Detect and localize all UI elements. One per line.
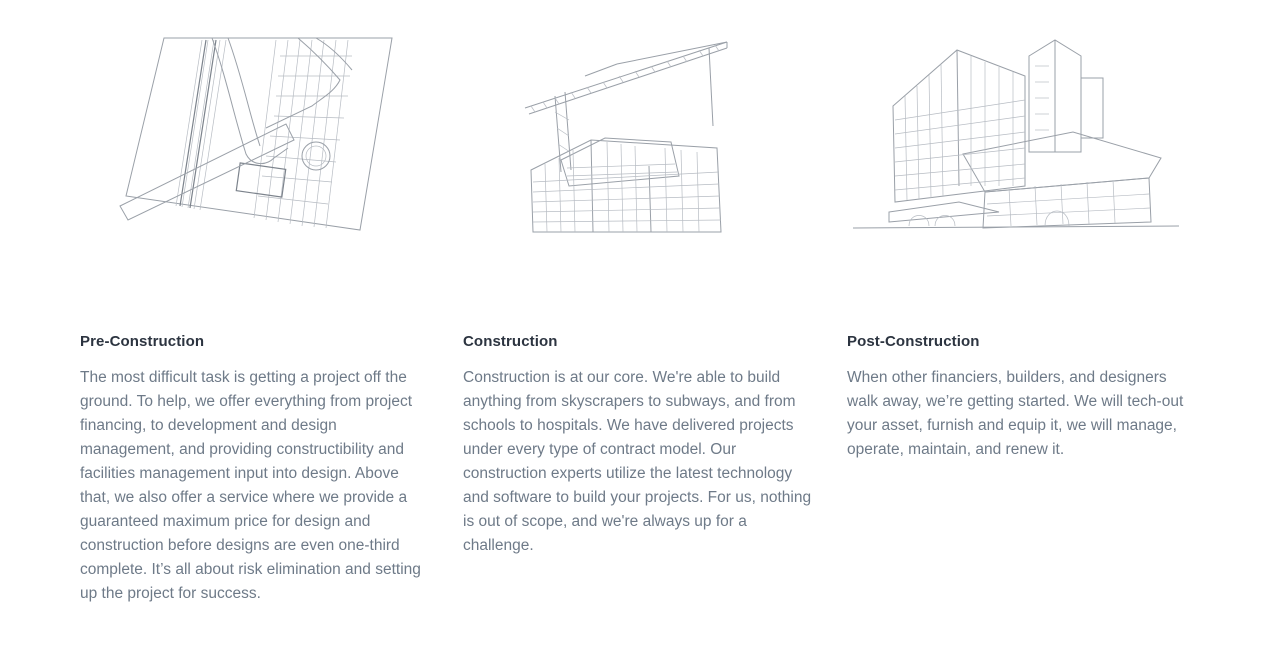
finished-building-illustration — [849, 36, 1183, 236]
section-title: Construction — [463, 333, 558, 350]
section-construction — [463, 0, 813, 646]
crane-building-illustration — [521, 36, 795, 236]
section-pre-construction — [80, 0, 430, 646]
blueprint-hands-illustration — [116, 36, 432, 236]
section-post-construction — [847, 0, 1197, 646]
section-title: Pre-Construction — [80, 333, 205, 350]
section-title: Post-Construction — [847, 333, 980, 350]
section-description: When other financiers, builders, and designers walk away, we’re getting started. We will tech-out your asset, furnish and equip it, we will manage, operate, maintain, and renew it. — [847, 369, 1184, 458]
section-description: Construction is at our core. We're able to build anything from skyscrapers to subways, and from schools to hospitals. We have delivered projects under every type of contract model. Our construction experts utilize the latest technology and software to build your projects. For us, nothing is out of scope, and we're always up for a challenge. — [463, 369, 812, 554]
section-description: The most difficult task is getting a project off the ground. To help, we offer everything from project financing, to development and design management, and providing constructibility and facilities management input into design. Above that, we also offer a service where we provide a guaranteed maximum price for design and construction before designs are even one-third complete. It’s all about risk elimination and setting up the project for success. — [80, 369, 421, 602]
